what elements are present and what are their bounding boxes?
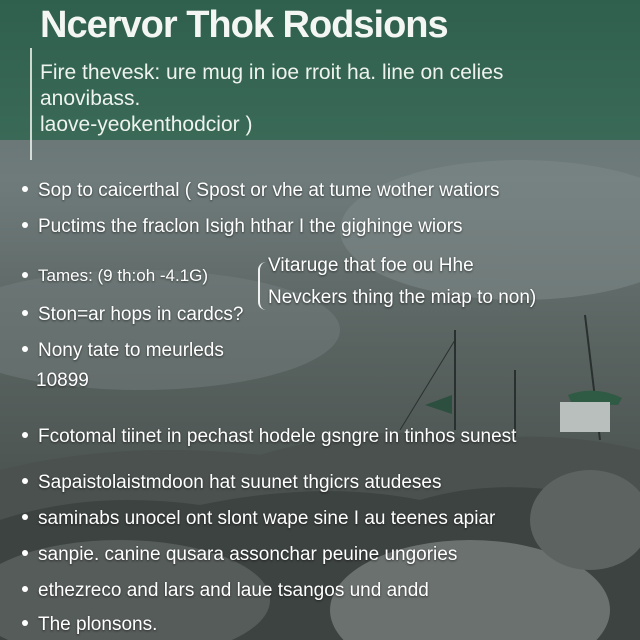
list-item-text: The plonsons. (38, 614, 158, 635)
list-item-text: Tames: (9 th:oh -4.1G) (38, 266, 209, 285)
intro-line: Fire thevesk: ure mug in ioe rroit ha. line on celies (40, 61, 504, 84)
list-item (22, 266, 208, 286)
list-item-text: Fcotomal tiinet in pechast hodele gsngre in tinhos sunest (38, 426, 517, 447)
list-item (22, 426, 516, 448)
list-item-text: saminabs unocel ont slont wape sine I au teenes apiar (38, 508, 496, 529)
list-item (22, 340, 224, 362)
list-item-text: Puctims the fraclon Isigh hthar I the gighinge wiors (38, 216, 463, 237)
bullet-dot-icon (22, 514, 28, 520)
side-note-line: Nevckers thing the miap to non) (268, 287, 537, 308)
bullet-dot-icon (22, 186, 28, 192)
building (560, 402, 610, 432)
bullet-dot-icon (22, 272, 28, 278)
list-item-text: ethezreco and lars and laue tsangos und andd (38, 580, 429, 601)
list-item-text: sanpie. canine qusara assonchar peuine ungories (38, 544, 458, 565)
side-note (268, 250, 536, 314)
list-item (22, 508, 495, 530)
boat-flag (425, 395, 452, 414)
brace-icon (258, 262, 268, 310)
list-item (22, 544, 457, 566)
list-item-text: Ston=ar hops in cardcs? (38, 304, 244, 325)
bullet-dot-icon (22, 346, 28, 352)
list-item-text: Sapaistolaistmdoon hat suunet thgicrs atudeses (38, 472, 442, 493)
side-note-line: Vitaruge that foe ou Hhe (268, 255, 474, 276)
bullet-dot-icon (22, 478, 28, 484)
bullet-subline: 10899 (36, 370, 89, 391)
header-rule (30, 48, 32, 160)
list-item (22, 472, 441, 494)
page-title: Ncervor Thok Rodsions (40, 4, 448, 46)
bullet-dot-icon (22, 222, 28, 228)
list-item-text: Sop to caicerthal ( Spost or vhe at tume wother watiors (38, 180, 500, 201)
intro-text (40, 60, 600, 138)
list-item (22, 614, 157, 636)
bullet-dot-icon (22, 620, 28, 626)
list-item-text: Nony tate to meurleds (38, 340, 224, 361)
list-item (22, 580, 429, 602)
intro-line: laove-yeokenthodcior ) (40, 113, 253, 136)
list-item (22, 304, 243, 326)
bullet-dot-icon (22, 432, 28, 438)
bullet-dot-icon (22, 310, 28, 316)
list-item (22, 216, 463, 238)
list-item (22, 180, 500, 202)
bullet-dot-icon (22, 586, 28, 592)
rigging (400, 340, 455, 430)
bullet-dot-icon (22, 550, 28, 556)
intro-line: anovibass. (40, 87, 141, 110)
